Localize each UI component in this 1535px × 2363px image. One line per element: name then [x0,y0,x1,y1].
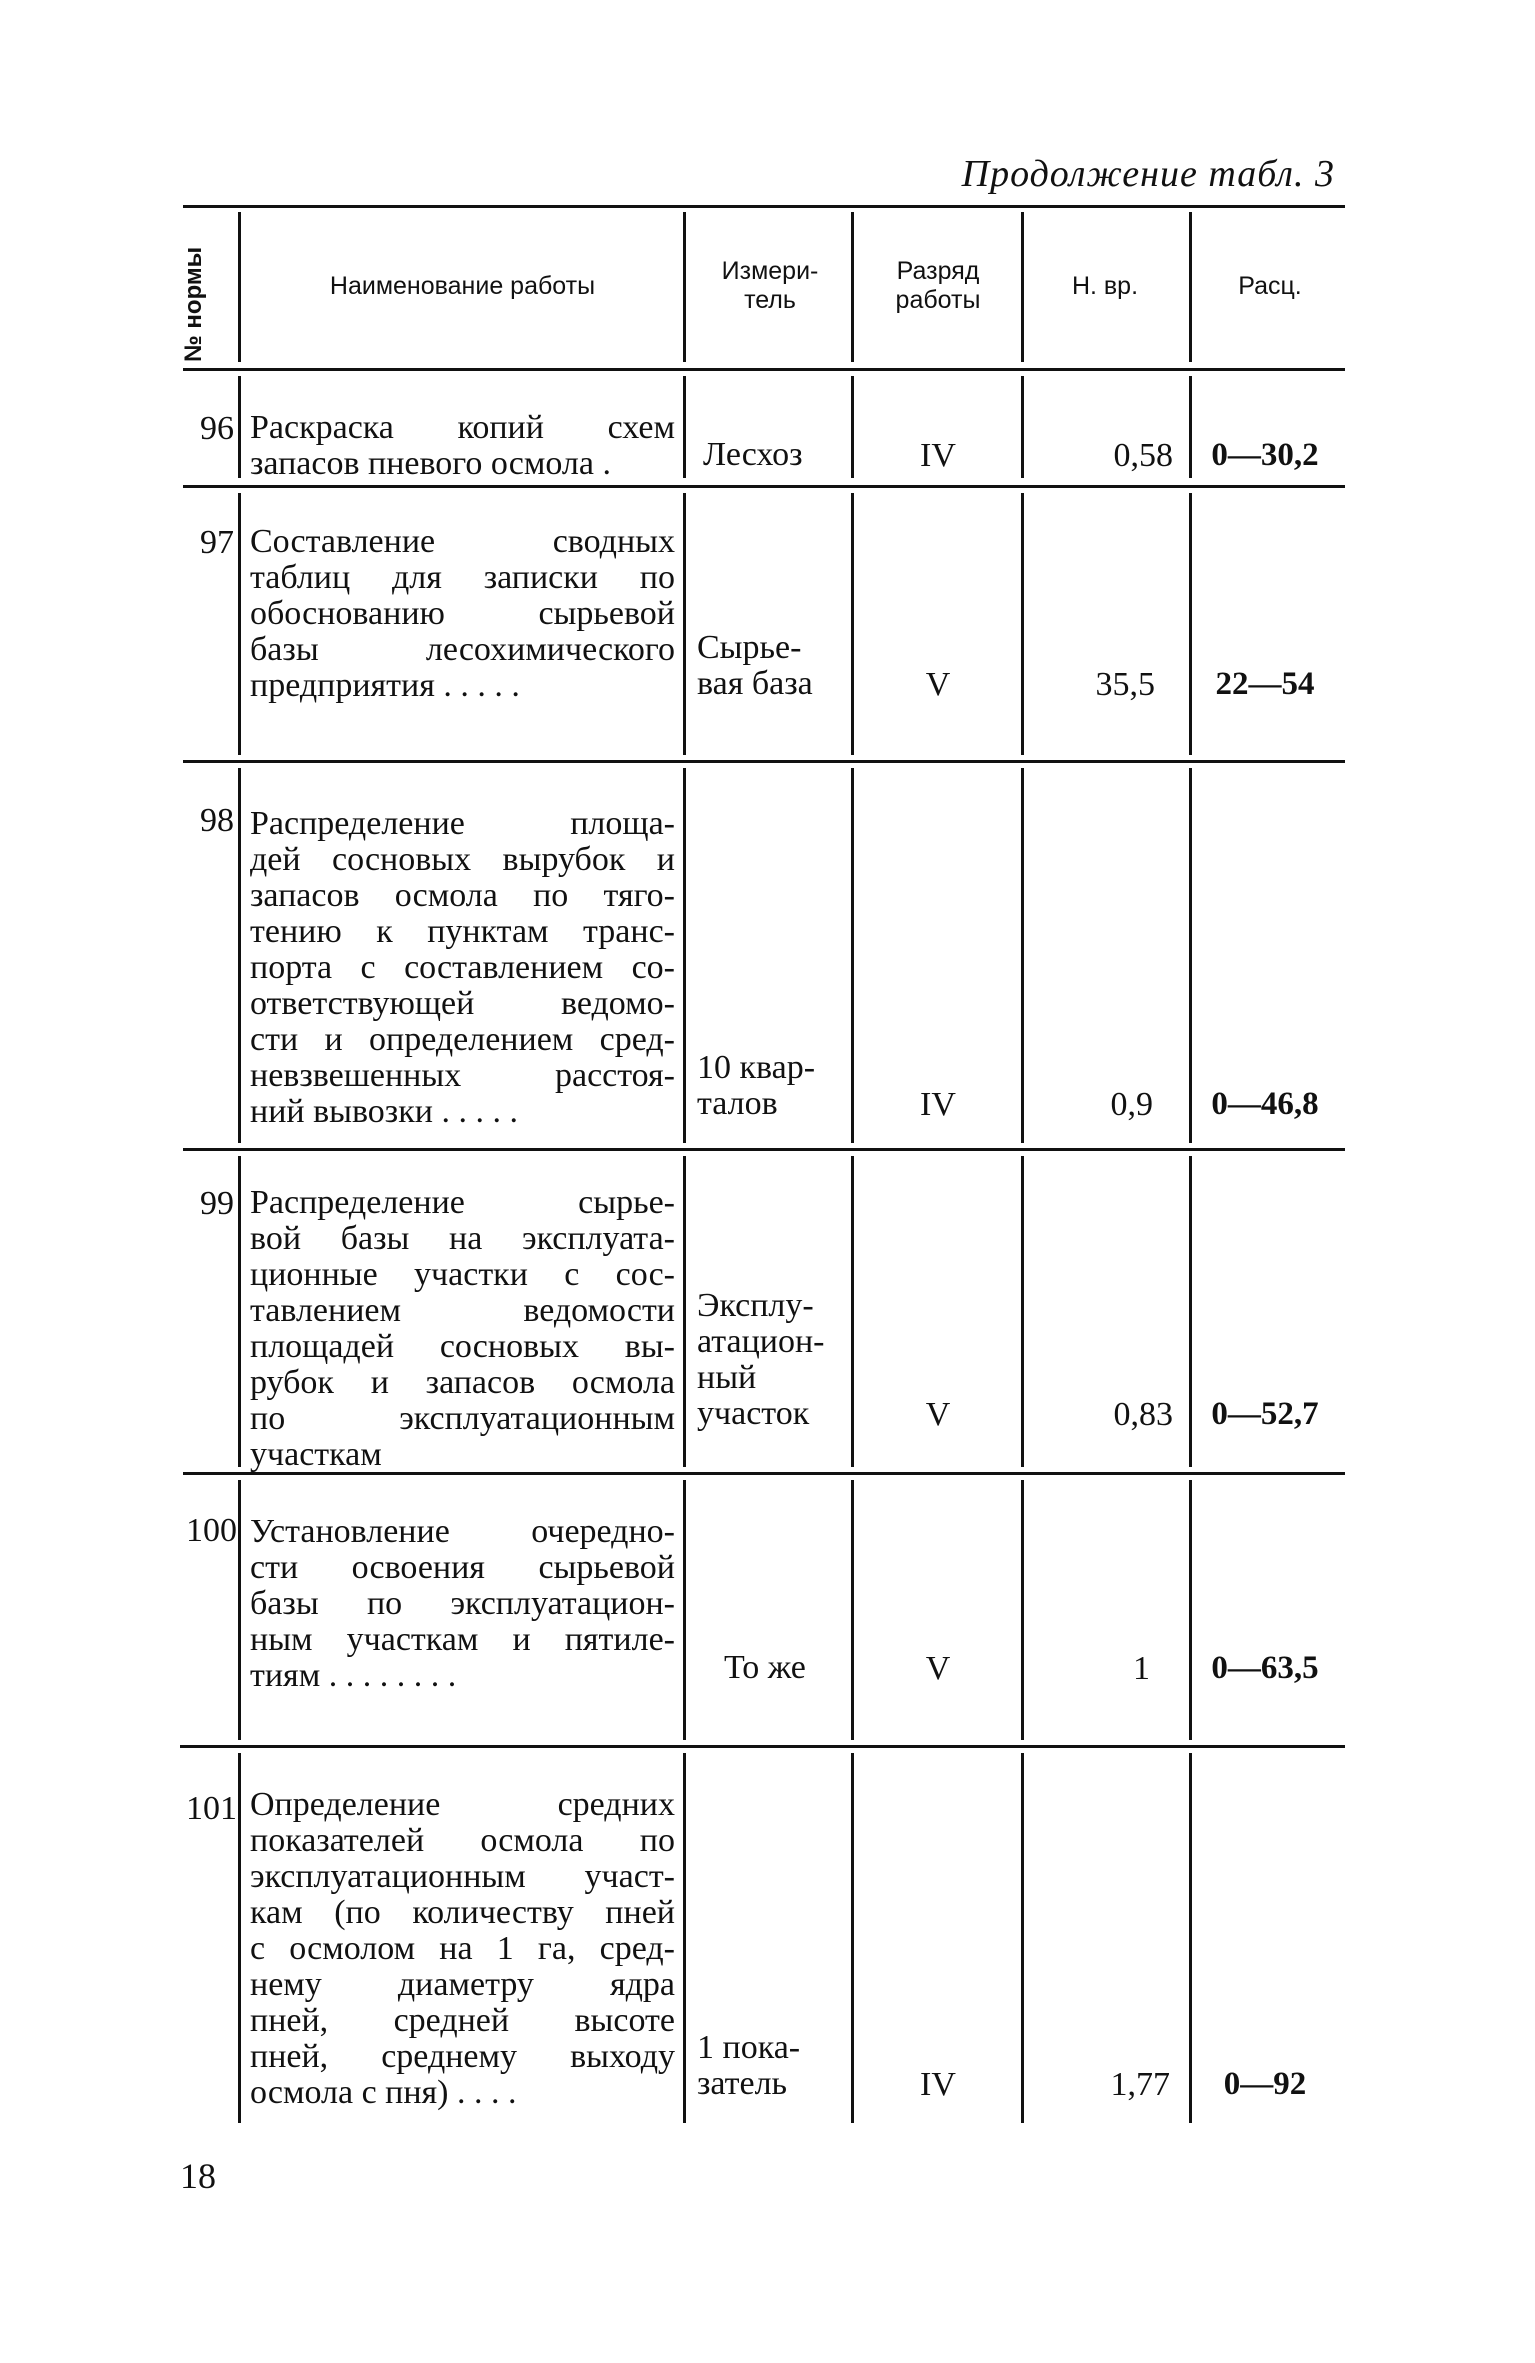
work-name-line: сти освоения сырьевой [250,1549,675,1586]
norm-number: 100 [186,1512,237,1549]
work-rank: V [925,666,951,703]
work-name-line: кам (по количеству пней [250,1894,675,1931]
rate: 0—30,2 [1211,437,1319,473]
work-name-line: с осмолом на 1 га, сред- [250,1930,675,1967]
column-separator [1189,1753,1192,2123]
work-name [250,524,675,704]
work-name-line: порта с составлением со- [250,949,675,986]
rate: 0—52,7 [1211,1396,1319,1432]
column-separator [683,1753,686,2123]
header-rank: Разряд работы [895,257,981,314]
column-separator [238,376,241,478]
column-separator [1021,376,1024,478]
work-name-line: ным участкам и пятиле- [250,1621,675,1658]
header-norm-number: № нормы [180,246,207,362]
work-name-line: пней, средней высоте [250,2002,675,2039]
work-name-line: Составление сводных [250,523,675,560]
measure-unit: Сырье- вая база [697,629,813,702]
work-name-line: рубок и запасов осмола [250,1364,675,1401]
column-separator [238,1480,241,1740]
work-name-line: Установление очередно- [250,1513,675,1550]
column-separator [238,1156,241,1467]
header-separator [1189,212,1192,362]
column-separator [238,768,241,1143]
work-name-line: предприятия . . . . . [250,667,520,704]
measure-unit: 10 квар- талов [697,1049,816,1122]
column-separator [1189,1156,1192,1467]
row-separator [183,485,1345,488]
norm-number: 98 [200,802,234,839]
header-separator [1021,212,1024,362]
work-name-line: ний вывозки . . . . . [250,1093,518,1130]
work-name-line: нему диаметру ядра [250,1966,675,2003]
column-separator [238,493,241,755]
column-separator [1189,1480,1192,1740]
page-number: 18 [180,2156,216,2196]
work-name-line: площадей сосновых вы- [250,1328,675,1365]
table-continuation-caption: Продолжение табл. 3 [961,153,1335,195]
work-name-line: пней, среднему выходу [250,2038,675,2075]
work-name-line: Распределение сырье- [250,1184,675,1221]
work-name-line: базы по эксплуатацион- [250,1585,675,1622]
column-separator [1189,768,1192,1143]
measure-unit: Лесхоз [703,436,803,473]
column-separator [238,1753,241,2123]
measure-unit: 1 пока- затель [697,2029,801,2102]
column-separator [683,493,686,755]
header-separator [683,212,686,362]
work-name-line: тавлением ведомости [250,1292,675,1329]
norm-number: 101 [186,1790,237,1827]
work-name-line: ответствующей ведомо- [250,985,675,1022]
time-norm: 0,58 [1113,437,1173,474]
header-separator [851,212,854,362]
column-separator [851,1480,854,1740]
column-separator [1021,768,1024,1143]
rate: 0—46,8 [1211,1086,1319,1122]
work-name-line: Распределение площа- [250,805,675,842]
row-separator [180,1745,1345,1748]
work-name-line: невзвешенных расстоя- [250,1057,675,1094]
column-separator [683,768,686,1143]
work-name-line: участкам [250,1436,382,1473]
rate: 0—92 [1223,2066,1307,2102]
work-name-line: тиям . . . . . . . . [250,1657,457,1694]
work-rank: V [925,1650,951,1687]
column-separator [683,1156,686,1467]
header-measure: Измери- тель [721,257,819,314]
work-name-line: осмола с пня) . . . . [250,2074,517,2111]
table-top-rule [183,205,1345,208]
work-rank: IV [920,2066,956,2103]
header-rate: Расц. [1238,272,1302,300]
column-separator [1189,493,1192,755]
norm-number: 96 [200,410,234,447]
work-name-line: таблиц для записки по [250,559,675,596]
work-name-line: тению к пунктам транс- [250,913,675,950]
work-name-line: ционные участки с сос- [250,1256,675,1293]
column-separator [1021,1156,1024,1467]
header-bottom-rule [183,368,1345,371]
column-separator [683,1480,686,1740]
column-separator [1021,493,1024,755]
column-separator [683,376,686,478]
work-name-line: по эксплуатационным [250,1400,675,1437]
column-separator [851,1156,854,1467]
row-separator [183,760,1345,763]
work-rank: IV [920,1086,956,1123]
work-name-line: Раскраска копий схем [250,409,675,446]
measure-unit: То же [724,1649,806,1686]
norm-number: 99 [200,1185,234,1222]
time-norm: 1,77 [1110,2066,1170,2103]
work-name-line: вой базы на эксплуата- [250,1220,675,1257]
work-name-line: Определение средних [250,1786,675,1823]
column-separator [1021,1480,1024,1740]
header-separator [238,212,241,362]
column-separator [1021,1753,1024,2123]
work-rank: V [925,1396,951,1433]
work-name-line: запасов пневого осмола . [250,445,611,482]
header-time-norm: Н. вр. [1071,272,1139,300]
column-separator [851,493,854,755]
row-separator [183,1148,1345,1151]
column-separator [851,768,854,1143]
work-name [250,1514,675,1694]
header-work-name: Наименование работы [329,272,596,300]
measure-unit: Эксплу- атацион- ный участок [697,1287,825,1432]
time-norm: 0,9 [1110,1086,1153,1123]
work-name-line: показателей осмола по [250,1822,675,1859]
work-name [250,806,675,1130]
work-rank: IV [920,437,956,474]
column-separator [851,1753,854,2123]
work-name-line: дей сосновых вырубок и [250,841,675,878]
work-name-line: запасов осмола по тяго- [250,877,675,914]
time-norm: 35,5 [1095,666,1155,703]
time-norm: 0,83 [1113,1396,1173,1433]
column-separator [1189,376,1192,478]
work-name [250,1787,675,2111]
time-norm: 1 [1133,1650,1150,1687]
work-name [250,1185,675,1473]
work-name-line: сти и определением сред- [250,1021,675,1058]
rate: 0—63,5 [1211,1650,1319,1686]
work-name-line: базы лесохимического [250,631,675,668]
work-name-line: обоснованию сырьевой [250,595,675,632]
work-name [250,410,675,482]
work-name-line: эксплуатационным участ- [250,1858,675,1895]
norm-number: 97 [200,524,234,561]
rate: 22—54 [1215,666,1315,702]
